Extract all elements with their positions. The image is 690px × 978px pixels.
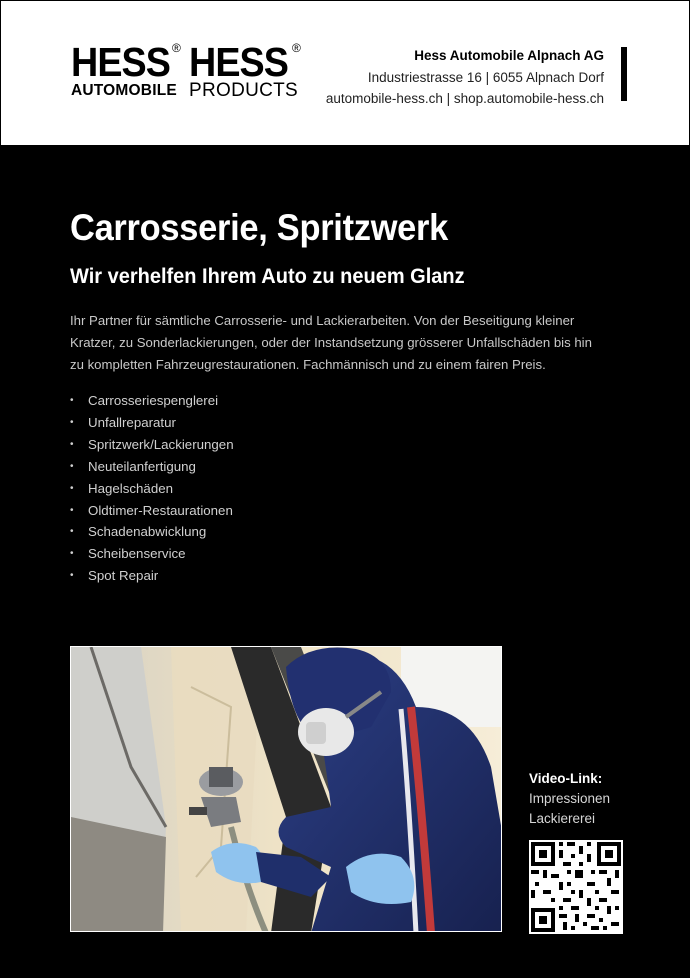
intro-paragraph	[70, 310, 610, 375]
intro-line: Kratzer, zu Sonderlackierungen, oder der Instandsetzung grösserer Unfallschäden bis hin	[70, 334, 592, 350]
qr-code-icon[interactable]	[529, 840, 623, 934]
logo-subline: PRODUCTS	[189, 80, 299, 101]
services-list	[70, 390, 234, 587]
logo-subline: AUTOMOBILE	[71, 82, 177, 99]
page-header	[0, 0, 690, 146]
page-subtitle: Wir verhelfen Ihrem Auto zu neuem Glanz	[70, 264, 465, 288]
service-item: • Hagelschäden	[70, 478, 234, 500]
service-item: • Oldtimer-Restaurationen	[70, 500, 234, 522]
service-item: • Scheibenservice	[70, 543, 234, 565]
service-item: • Carrosseriespenglerei	[70, 390, 234, 412]
header-accent-bar	[621, 47, 627, 101]
company-websites[interactable]: automobile-hess.ch | shop.automobile-hess.ch	[325, 91, 604, 106]
service-item: • Unfallreparatur	[70, 412, 234, 434]
video-link-heading: Video-Link:	[529, 771, 603, 786]
registered-mark: ®	[172, 41, 181, 55]
service-item: • Schadenabwicklung	[70, 521, 234, 543]
logo-wordmark: HESS	[189, 39, 289, 85]
hess-automobile-logo[interactable]	[71, 39, 181, 101]
video-link-text: Impressionen	[529, 791, 611, 806]
intro-line: zu kompletten Fahrzeugrestaurationen. Fachmännisch und zu einem fairen Preis.	[70, 356, 546, 372]
logo-wordmark: HESS	[71, 39, 171, 85]
service-item: • Spot Repair	[70, 565, 234, 587]
hess-products-logo[interactable]	[189, 39, 301, 101]
registered-mark: ®	[292, 41, 301, 55]
intro-line: Ihr Partner für sämtliche Carrosserie- und Lackierarbeiten. Von der Beseitigung kleiner	[70, 313, 575, 328]
company-info	[326, 45, 604, 110]
page-title: Carrosserie, Spritzwerk	[70, 207, 449, 248]
spray-painter-photo	[70, 646, 502, 932]
video-link-text: Lackiererei	[529, 811, 596, 826]
service-item: • Neuteilanfertigung	[70, 456, 234, 478]
company-address: Industriestrasse 16 | 6055 Alpnach Dorf	[367, 69, 604, 85]
service-item: • Spritzwerk/Lackierungen	[70, 434, 234, 456]
company-name: Hess Automobile Alpnach AG	[414, 48, 604, 63]
video-link-label	[529, 769, 610, 829]
